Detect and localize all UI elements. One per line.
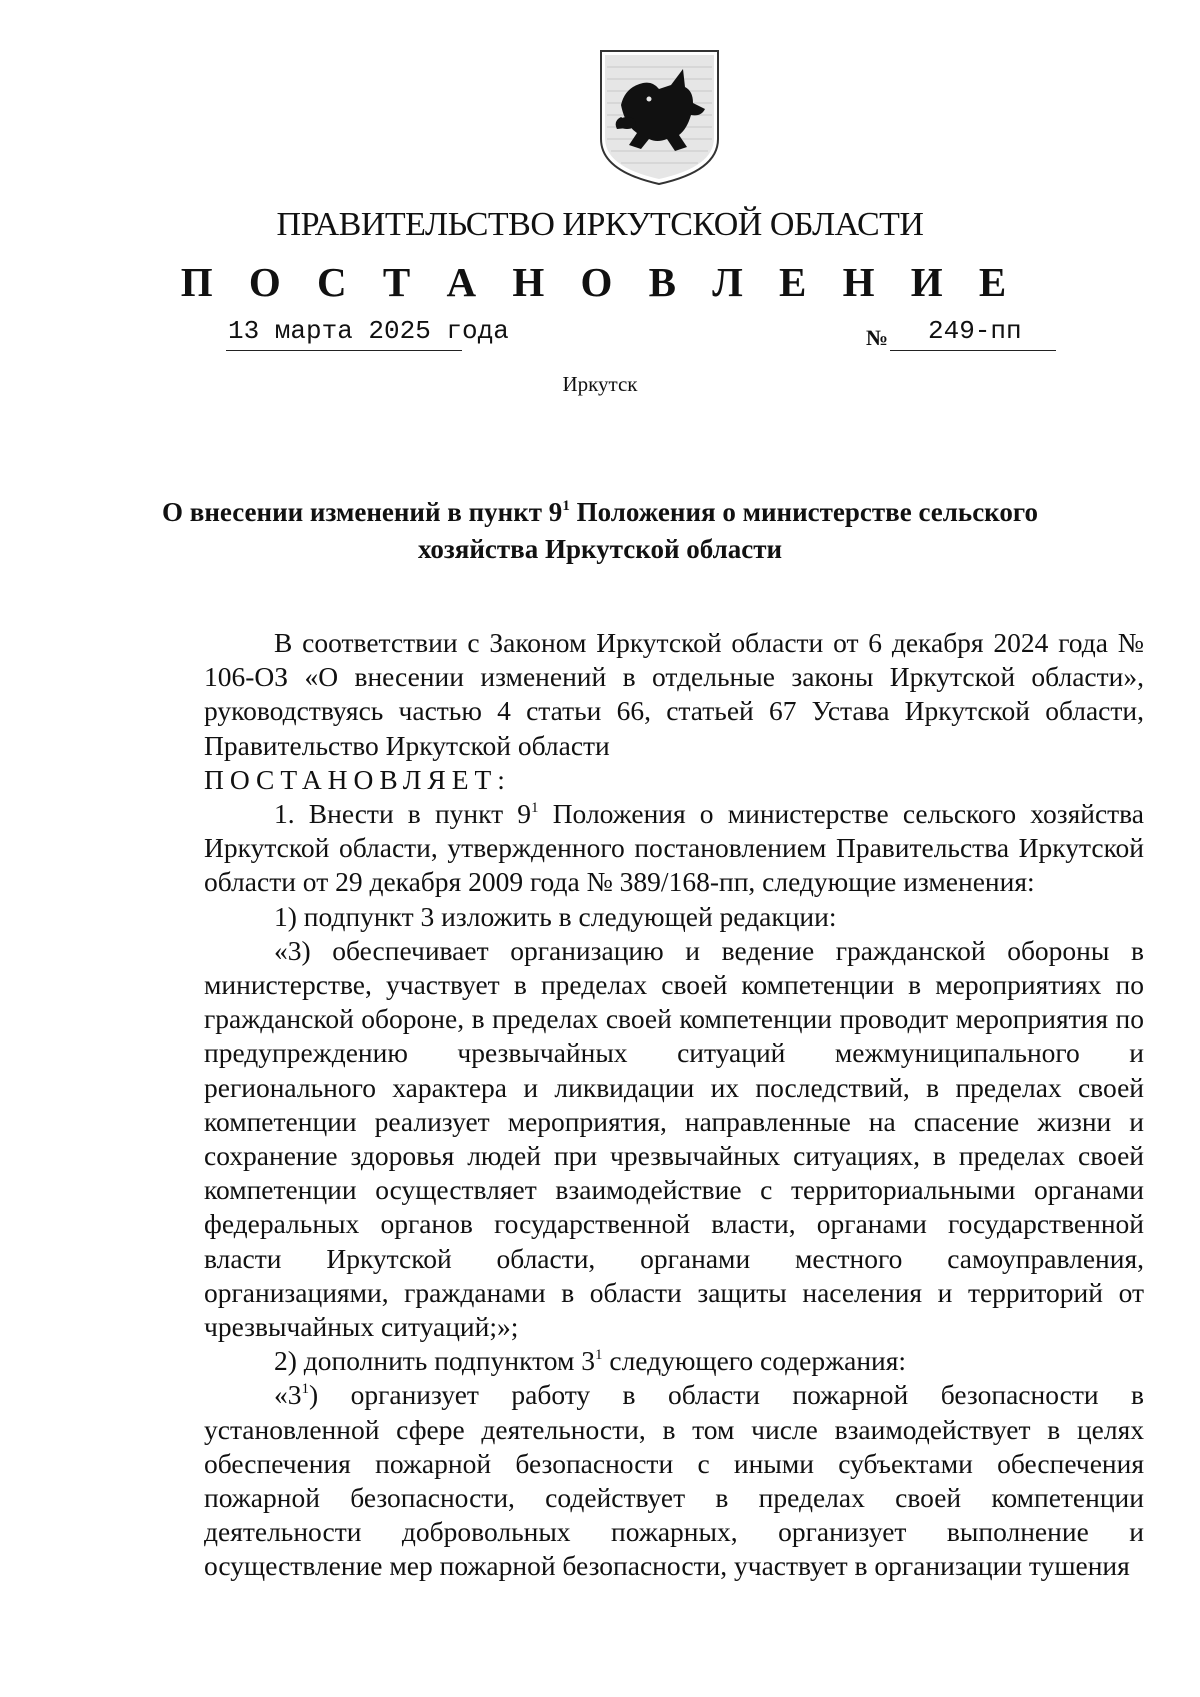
number-underline bbox=[890, 350, 1056, 351]
item-1-part-1: 1. Внести в пункт 9 bbox=[274, 798, 532, 830]
subitem-1-heading: 1) подпункт 3 изложить в следующей редакции: bbox=[274, 900, 837, 932]
subitem-2-text-superscript: 1 bbox=[301, 1381, 309, 1398]
date-underline bbox=[226, 350, 462, 351]
subitem-2-heading bbox=[204, 1344, 1144, 1378]
preamble-paragraph: В соответствии с Законом Иркутской области от 6 декабря 2024 года № 106-ОЗ «О внесении изменений в отдельные законы Иркутской области», руководствуясь частью 4 статьи 66, статьей 67 Устава Иркутской области, Правительство Иркутской области bbox=[204, 627, 1144, 761]
document-date: 13 марта 2025 года bbox=[228, 316, 509, 346]
subitem-1-text: «3) обеспечивает организацию и ведение гражданской обороны в министерстве, участвует в пределах своей компетенции в мероприятиях по гражданской обороне, в пределах своей компетенции проводит мероприятия по предупреждению чрезвычайных ситуаций межмуниципального и регионального характера и ликвидации их последствий, в пределах своей компетенции реализует мероприятия, направленные на спасение жизни и сохранение здоровья людей при чрезвычайных ситуациях, в пределах своей компетенции осуществляет взаимодействие с территориальными органами федеральных органов государственной власти, органами государственной власти Иркутской области, органами местного самоуправления, организациями, гражданами в области защиты населения и территорий от чрезвычайных ситуаций;»; bbox=[204, 934, 1144, 1343]
document-title bbox=[150, 494, 1050, 568]
item-1-paragraph bbox=[204, 797, 1144, 900]
document-type: П О С Т А Н О В Л Е Н И Е bbox=[180, 259, 1020, 305]
resolves-heading: ПОСТАНОВЛЯЕТ: bbox=[204, 763, 511, 795]
subitem-2-part-2: следующего содержания: bbox=[602, 1345, 907, 1377]
subitem-2-text bbox=[204, 1378, 1144, 1583]
number-sign: № bbox=[866, 325, 889, 350]
organization-name: ПРАВИТЕЛЬСТВО ИРКУТСКОЙ ОБЛАСТИ bbox=[276, 206, 924, 243]
title-superscript: 1 bbox=[562, 498, 570, 514]
document-city: Иркутск bbox=[562, 372, 638, 396]
title-part-1: О внесении изменений в пункт 9 bbox=[162, 497, 563, 527]
subitem-2-text-part-1: «3 bbox=[274, 1379, 302, 1411]
irkutsk-coat-of-arms-icon bbox=[597, 47, 722, 187]
document-number: 249-пп bbox=[928, 316, 1022, 346]
title-part-2: Положения о министерстве сельского хозяйства Иркутской области bbox=[417, 497, 1038, 564]
document-body bbox=[204, 626, 1144, 1584]
subitem-2-part-1: 2) дополнить подпунктом 3 bbox=[274, 1345, 595, 1377]
subitem-2-superscript: 1 bbox=[594, 1347, 603, 1364]
item-1-part-2: Положения о министерстве сельского хозяйства Иркутской области, утвержденного постановлением Правительства Иркутской области от 29 декабря 2009 года № 389/168-пп, следующие изменения: bbox=[204, 798, 1144, 898]
item-1-superscript: 1 bbox=[531, 800, 539, 817]
subitem-2-text-part-2: ) организует работу в области пожарной безопасности в установленной сфере деятельности, в том числе взаимодействует в целях обеспечения пожарной безопасности с иными субъектами обеспечения пожарной безопасности, содействует в пределах своей компетенции деятельности добровольных пожарных, организует выполнение и осуществление мер пожарной безопасности, участвует в организации тушения bbox=[204, 1379, 1144, 1582]
